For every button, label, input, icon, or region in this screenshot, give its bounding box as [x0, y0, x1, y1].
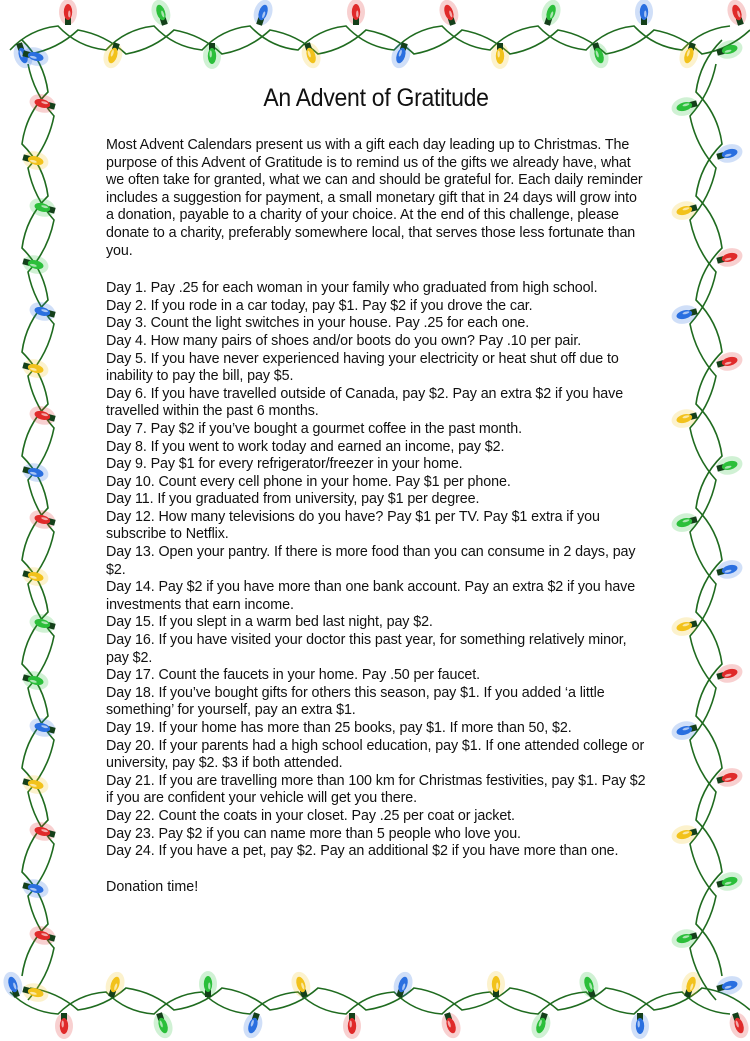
light-bulb-icon [251, 0, 276, 28]
light-bulb-icon [715, 973, 745, 997]
day-item: Day 1. Pay .25 for each woman in your family who graduated from high school. [106, 280, 598, 297]
light-bulb-icon [439, 1010, 464, 1040]
light-bulb-icon [631, 1013, 649, 1039]
day-item: Day 20. If your parents had a high school education, pay $1. If one attended college or university, pay $2. $3 if both attended. [106, 737, 645, 772]
light-bulb-icon [669, 719, 699, 743]
day-item: Day 9. Pay $1 for every refrigerator/freezer in your home. [106, 456, 463, 473]
page-title: An Advent of Gratitude [263, 84, 489, 112]
light-bulb-icon [21, 565, 51, 589]
day-item: Day 13. Open your pantry. If there is more food than you can consume in 2 days, pay $2. [106, 544, 636, 578]
day-item: Day 23. Pay $2 if you can name more than 5 people who love you. [106, 825, 521, 842]
light-bulb-icon [715, 557, 745, 581]
light-bulb-icon [21, 773, 51, 797]
day-item: Day 24. If you have a pet, pay $2. Pay an additional $2 if you have more than one. [106, 843, 619, 860]
day-item: Day 11. If you graduated from university, pay $1 per degree. [106, 491, 480, 508]
light-bulb-icon [679, 969, 704, 999]
day-item: Day 3. Count the light switches in your house. Pay .25 for each one. [106, 315, 530, 332]
light-bulb-icon [103, 969, 128, 999]
light-bulb-icon [21, 981, 51, 1005]
day-list [106, 280, 646, 861]
light-bulb-icon [715, 37, 745, 61]
light-bulb-icon [676, 40, 701, 70]
light-bulb-icon [715, 141, 745, 165]
light-bulb-icon [436, 0, 461, 28]
intro-paragraph: Most Advent Calendars present us with a gift each day leading up to Christmas. The purpose of this Advent of Gratitude is to remind us of the gifts we already have, what we often take for granted, what we can and should be grateful for. Each daily reminder includes a suggestion for payment, a small monetary gift that in 24 days will grow into a donation, payable to a charity of your choice. At the end of this challenge, please donate to a charity, preferably somewhere local, that serves those less fortunate than you. [106, 137, 643, 259]
light-bulb-icon [391, 969, 416, 999]
light-bulb-icon [21, 669, 51, 693]
light-bulb-icon [59, 0, 77, 25]
light-bulb-icon [669, 615, 699, 639]
day-item: Day 10. Count every cell phone in your home. Pay $1 per phone. [106, 473, 511, 490]
light-bulb-icon [727, 1010, 750, 1040]
day-item: Day 14. Pay $2 if you have more than one bank account. Pay an extra $2 if you have investments that earn income. [106, 579, 636, 613]
day-item: Day 5. If you have never experienced having your electricity or heat shut off due to inability to pay the bill, pay $5. [106, 350, 619, 385]
light-bulb-icon [21, 461, 51, 485]
day-item: Day 22. Count the coats in your closet. Pay .25 per coat or jacket. [106, 807, 515, 824]
day-item: Day 21. If you are travelling more than 100 km for Christmas festivities, pay $1. Pay $2 if you are confident your vehicle will get you there. [106, 772, 646, 807]
light-bulb-icon [528, 1010, 553, 1040]
day-item: Day 18. If you’ve bought gifts for others this season, pay $1. If you added ‘a little something’ for yourself, pay an extra $1. [106, 684, 605, 719]
day-item: Day 19. If your home has more than 25 books, pay $1. If more than 50, $2. [106, 720, 572, 736]
day-item: Day 15. If you slept in a warm bed last night, pay $2. [106, 614, 433, 631]
light-bulb-icon [240, 1010, 265, 1040]
light-bulb-icon [669, 823, 699, 847]
closing-text: Donation time! [106, 878, 199, 895]
light-bulb-icon [715, 765, 745, 789]
light-bulb-icon [669, 407, 699, 431]
light-bulb-icon [148, 0, 173, 28]
light-bulb-icon [669, 927, 699, 951]
day-item: Day 16. If you have visited your doctor this past year, for something relatively minor, pay $2. [106, 632, 627, 666]
light-bulb-icon [539, 0, 564, 28]
light-bulb-icon [715, 245, 745, 269]
page-content [106, 84, 646, 895]
day-item: Day 7. Pay $2 if you’ve bought a gourmet coffee in the past month. [106, 420, 522, 437]
light-bulb-icon [21, 877, 51, 901]
light-bulb-icon [21, 357, 51, 381]
light-bulb-icon [669, 511, 699, 535]
light-bulb-icon [669, 303, 699, 327]
light-bulb-icon [55, 1013, 73, 1039]
light-bulb-icon [669, 199, 699, 223]
day-item: Day 2. If you rode in a car today, pay $1. Pay $2 if you drove the car. [106, 297, 533, 314]
light-bulb-icon [151, 1010, 176, 1040]
light-bulb-icon [715, 453, 745, 477]
light-bulb-icon [199, 971, 217, 997]
light-bulb-icon [715, 661, 745, 685]
day-item: Day 6. If you have travelled outside of Canada, pay $2. Pay an extra $2 if you have travelled within the past 6 months. [106, 385, 624, 420]
day-item: Day 4. How many pairs of shoes and/or boots do you own? Pay .10 per pair. [106, 332, 582, 349]
light-bulb-icon [669, 95, 699, 119]
light-bulb-icon [203, 43, 221, 69]
light-bulb-icon [21, 149, 51, 173]
light-bulb-icon [491, 43, 509, 69]
light-bulb-icon [724, 0, 749, 28]
light-bulb-icon [347, 0, 365, 25]
light-bulb-icon [343, 1013, 361, 1039]
day-item: Day 12. How many televisions do you have? Pay $1 per TV. Pay $1 extra if you subscribe to Netflix. [106, 508, 600, 543]
light-bulb-icon [635, 0, 653, 25]
light-bulb-icon [388, 40, 413, 70]
day-item: Day 8. If you went to work today and earned an income, pay $2. [106, 438, 505, 455]
day-item: Day 17. Count the faucets in your home. Pay .50 per faucet. [106, 667, 480, 684]
light-bulb-icon [100, 40, 125, 70]
light-bulb-icon [21, 253, 51, 277]
light-bulb-icon [715, 869, 745, 893]
light-bulb-icon [487, 971, 505, 997]
light-bulb-icon [715, 349, 745, 373]
